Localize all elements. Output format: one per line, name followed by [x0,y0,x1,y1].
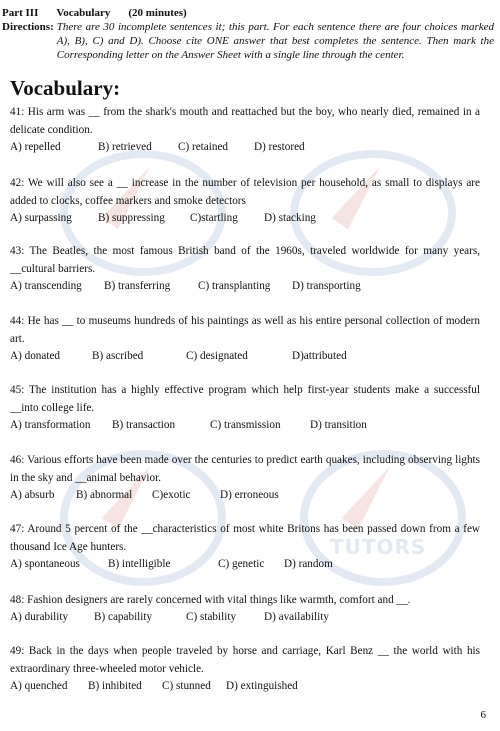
vocabulary-heading: Vocabulary: [10,76,121,100]
option-d[interactable]: D) random [284,558,333,570]
option-d[interactable]: D) transition [310,419,367,431]
options-row [10,210,480,227]
option-d[interactable]: D) erroneous [220,489,279,501]
section-header [2,6,494,62]
option-a[interactable]: A) durability [10,611,69,623]
option-c[interactable]: C) transplanting [198,280,271,292]
directions [2,20,494,62]
option-d[interactable]: D) availability [264,611,329,623]
option-c[interactable]: C) stability [186,611,237,623]
time-limit: (20 minutes) [128,7,187,19]
option-c[interactable]: C) transmission [210,419,281,431]
option-b[interactable]: B) retrieved [98,141,152,153]
option-c[interactable]: C) retained [178,141,229,153]
question-49 [10,642,480,695]
option-d[interactable]: D)attributed [292,350,347,362]
question-stem: 42: We will also see a __ increase in the number of television per household, as small to displays are added to clocks, coffee markers and smoke detectors [10,177,480,207]
watermark-text: TUTORS [330,535,427,559]
section-title [2,6,494,20]
options-row [10,609,480,626]
option-a[interactable]: A) transformation [10,419,91,431]
question-45 [10,381,480,434]
page-number: 6 [480,709,486,721]
option-c[interactable]: C) stunned [162,680,211,692]
options-row [10,556,480,573]
question-stem: 41: His arm was __ from the shark's mouth and reattached but the boy, who nearly died, remained in a delicate condition. [10,106,480,136]
option-a[interactable]: A) repelled [10,141,61,153]
option-b[interactable]: B) abnormal [76,489,133,501]
options-row [10,139,480,156]
option-a[interactable]: A) spontaneous [10,558,80,570]
option-a[interactable]: A) donated [10,350,61,362]
option-b[interactable]: B) inhibited [88,680,142,692]
option-a[interactable]: A) surpassing [10,212,72,224]
option-d[interactable]: D) stacking [264,212,316,224]
option-c[interactable]: C)exotic [152,489,191,501]
question-46 [10,451,480,504]
question-47 [10,520,480,573]
question-stem: 48: Fashion designers are rarely concerned with vital things like warmth, comfort and __. [10,594,411,606]
option-b[interactable]: B) transferring [104,280,171,292]
question-43 [10,242,480,295]
question-stem: 47: Around 5 percent of the __characteristics of most white Britons has been passed down from a few thousand Ice Age hunters. [10,523,480,553]
question-42 [10,174,480,227]
option-a[interactable]: A) absurb [10,489,55,501]
option-d[interactable]: D) transporting [292,280,361,292]
question-stem: 45: The institution has a highly effective program which help first-year students make a successful __into college life. [10,384,480,414]
question-stem: 49: Back in the days when people traveled by horse and carriage, Karl Benz __ the world with his extraordinary three-wheeled motor vehicle. [10,645,480,675]
option-c[interactable]: C) designated [186,350,248,362]
question-stem: 46: Various efforts have been made over the centuries to predict earth quakes, including observing lights in the sky and __animal behavior. [10,454,480,484]
options-row [10,278,480,295]
option-b[interactable]: B) transaction [112,419,176,431]
option-b[interactable]: B) suppressing [98,212,165,224]
section-name: Vocabulary [56,7,111,19]
option-b[interactable]: B) capability [94,611,153,623]
option-b[interactable]: B) ascribed [92,350,144,362]
question-stem: 44: He has __ to museums hundreds of his paintings as well as his entire personal collection of modern art. [10,315,480,345]
directions-label: Directions: [2,21,54,33]
option-d[interactable]: D) restored [254,141,305,153]
option-c[interactable]: C)startling [190,212,238,224]
question-48 [10,591,480,626]
options-row [10,348,480,365]
question-44 [10,312,480,365]
options-row [10,417,480,434]
part-label: Part III [2,7,39,19]
options-row [10,678,480,695]
option-a[interactable]: A) quenched [10,680,68,692]
option-d[interactable]: D) extinguished [226,680,298,692]
options-row [10,487,480,504]
directions-text: There are 30 incomplete sentences it; this part. For each sentence there are four choices marked A), B), C) and D). Choose cite ONE answer that best completes the sentence. Then mark the Corresponding letter on the Answer Sheet with a single line through the center. [56,21,494,61]
option-b[interactable]: B) intelligible [108,558,171,570]
question-stem: 43: The Beatles, the most famous British band of the 1960s, traveled worldwide for many years, __cultural barriers. [10,245,480,275]
option-c[interactable]: C) genetic [218,558,265,570]
question-41 [10,103,480,156]
option-a[interactable]: A) transcending [10,280,82,292]
